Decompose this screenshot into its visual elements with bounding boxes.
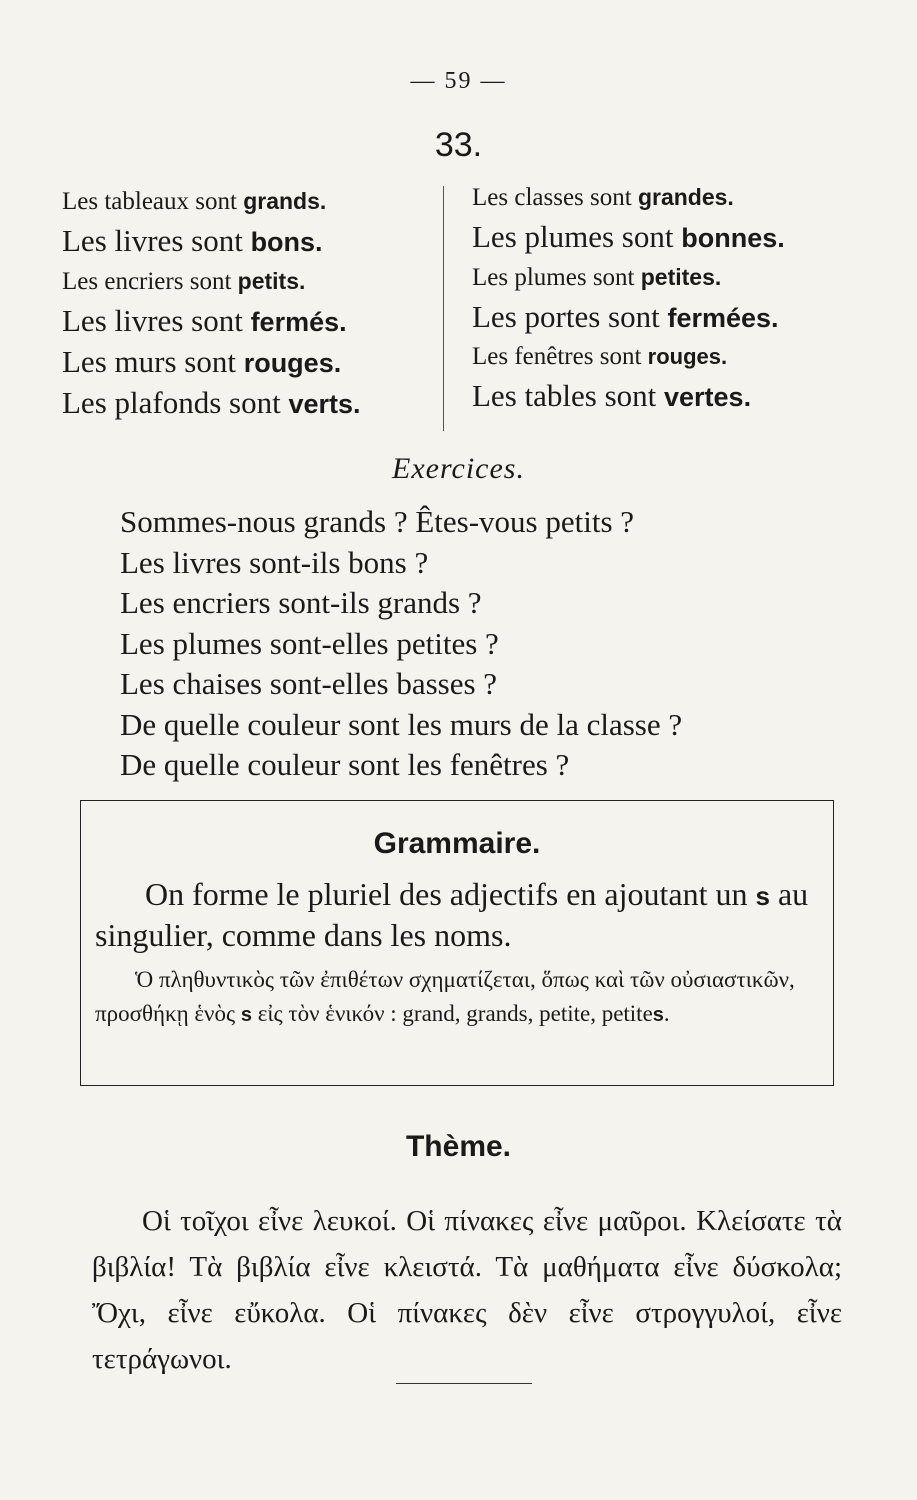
exercise-question: Sommes-nous grands ? Êtes-vous petits ? bbox=[120, 504, 635, 539]
left-line: Les livres sont bons. bbox=[62, 223, 323, 258]
exercise-question: Les livres sont-ils bons ? bbox=[120, 544, 429, 580]
theme-title: Thème. bbox=[405, 1130, 512, 1163]
right-line: Les plumes sont petites. bbox=[472, 264, 722, 291]
exercise-question: Les chaises sont-elles basses ? bbox=[120, 666, 498, 701]
left-line: Les livres sont fermés. bbox=[62, 303, 347, 338]
right-line: Les classes sont grandes. bbox=[472, 184, 734, 211]
left-line: Les tableaux sont grands. bbox=[62, 188, 327, 215]
grammar-box bbox=[80, 800, 834, 1086]
left-line: Les plafonds sont verts. bbox=[62, 385, 361, 420]
exercise-question: Les encriers sont-ils grands ? bbox=[120, 585, 482, 620]
lesson-number: 33. bbox=[434, 126, 483, 164]
right-column bbox=[472, 178, 872, 417]
grammar-greek-note: Ὁ πληθυντικὸς τῶν ἐπιθέτων σχηματίζεται, ὅπως καὶ τῶν οὐσιαστικῶν, προσθήκῃ ἑνὸς s εἰς τὸν ἑνικόν : grand, grands, petite, petites. bbox=[95, 967, 795, 1026]
page-number: — 59 — bbox=[410, 68, 507, 94]
column-divider bbox=[443, 186, 444, 431]
right-line: Les plumes sont bonnes. bbox=[472, 219, 785, 254]
exercise-question: De quelle couleur sont les murs de la classe ? bbox=[120, 706, 683, 742]
left-column bbox=[62, 182, 442, 424]
grammar-rule: On forme le pluriel des adjectifs en ajoutant un s au singulier, comme dans les noms. bbox=[95, 876, 809, 953]
exercise-question: De quelle couleur sont les fenêtres ? bbox=[120, 747, 570, 782]
exercise-question: Les plumes sont-elles petites ? bbox=[120, 625, 499, 661]
end-rule bbox=[396, 1383, 532, 1384]
left-line: Les encriers sont petits. bbox=[62, 268, 306, 295]
left-line: Les murs sont rouges. bbox=[62, 344, 342, 379]
grammar-title: Grammaire. bbox=[373, 827, 541, 860]
exercise-list bbox=[120, 502, 840, 786]
theme-text: Οἱ τοῖχοι εἶνε λευκοί. Οἱ πίνακες εἶνε μαῦροι. Κλείσατε τὰ βιβλία! Τὰ βιβλία εἶνε κλειστά. Τὰ μαθήματα εἶνε δύσκολα; Ὄχι, εἶνε εὔκολα. Οἱ πίνακες δὲν εἶνε στρογγυλοί, εἶνε τετράγωνοι. bbox=[92, 1205, 842, 1375]
right-line: Les tables sont vertes. bbox=[472, 378, 752, 413]
right-line: Les fenêtres sont rouges. bbox=[472, 343, 728, 370]
exercises-heading: Exercices. bbox=[392, 452, 525, 485]
right-line: Les portes sont fermées. bbox=[472, 299, 779, 334]
